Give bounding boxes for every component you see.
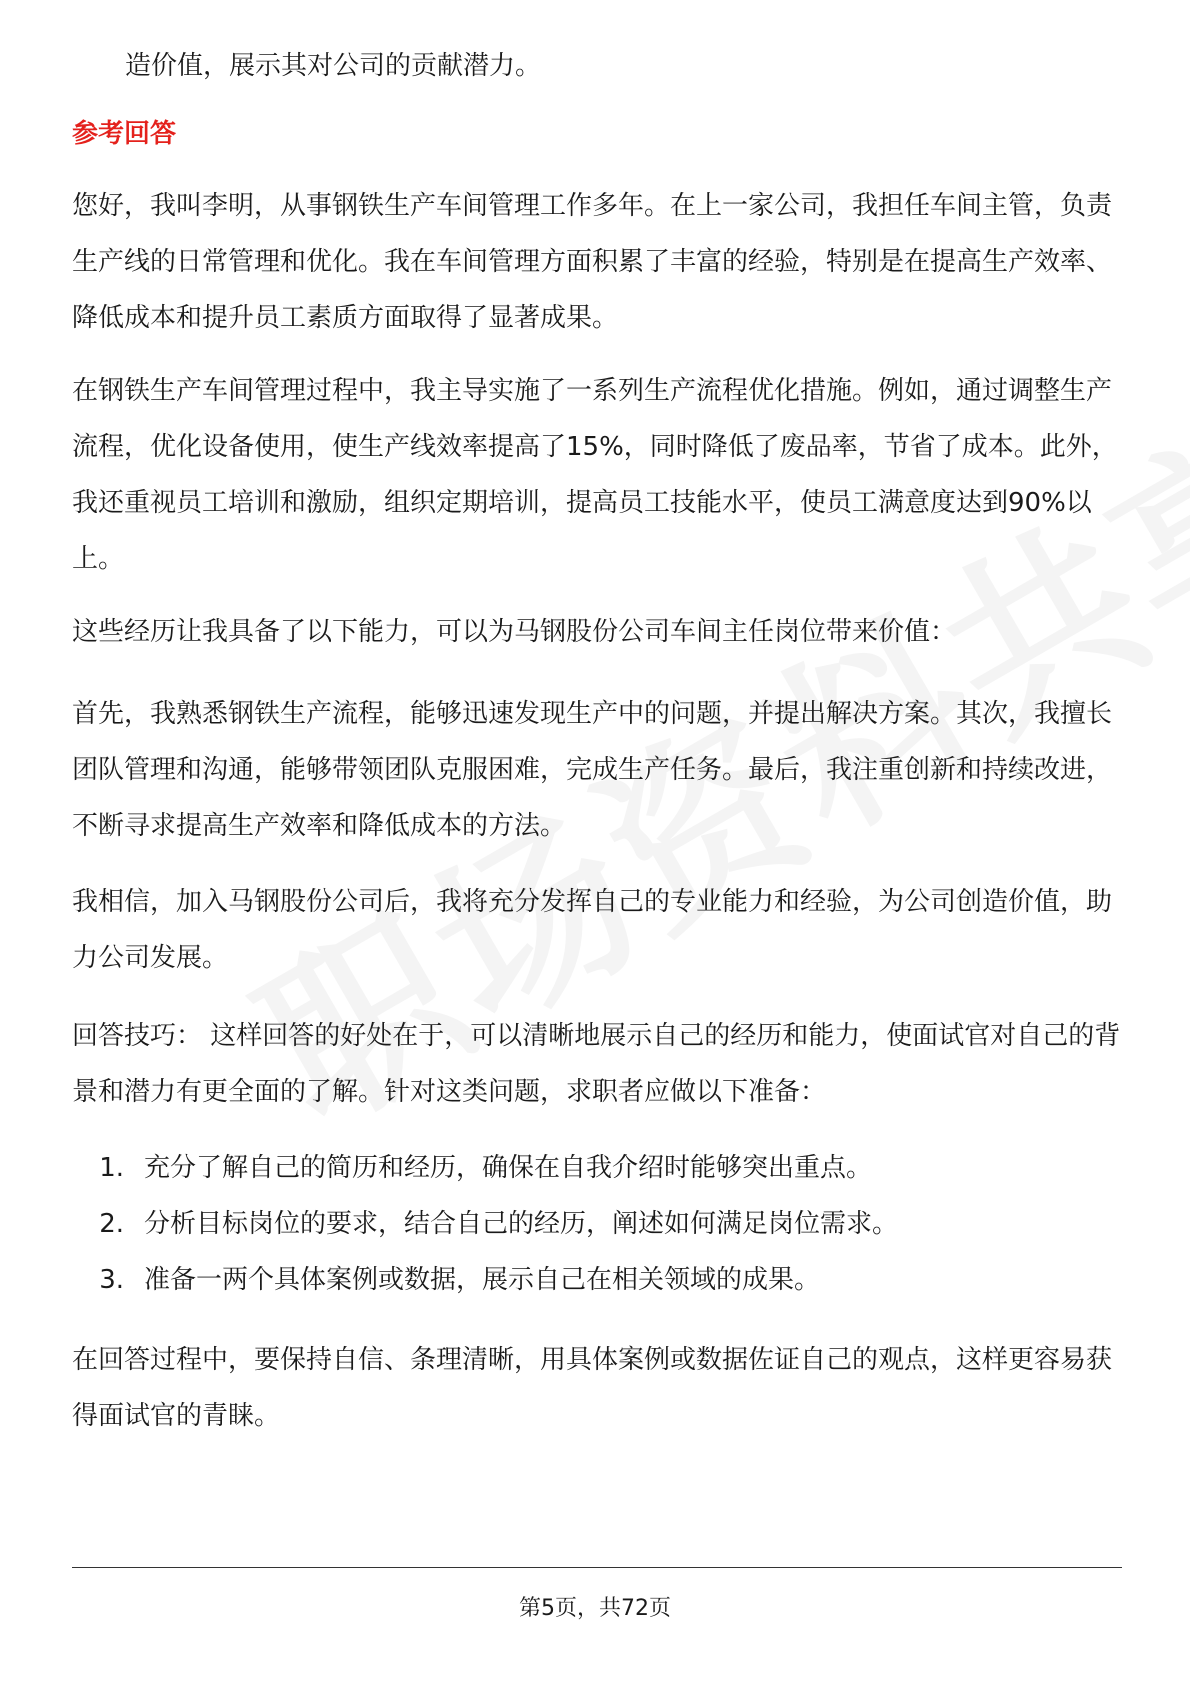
list-item-text: 充分了解自己的简历和经历，确保在自我介绍时能够突出重点。 (144, 1153, 873, 1183)
reference-answer-heading: 参考回答 (72, 119, 177, 149)
answer-paragraph-3: 这些经历让我具备了以下能力，可以为马钢股份公司车间主任岗位带来价值： (72, 617, 957, 647)
answer-tips-paragraph: 回答技巧： 这样回答的好处在于，可以清晰地展示自己的经历和能力，使面试官对自己的背景和潜力有更全面的了解。针对这类问题，求职者应做以下准备： (72, 1021, 1121, 1107)
answer-paragraph-4: 首先，我熟悉钢铁生产流程，能够迅速发现生产中的问题，并提出解决方案。其次，我擅长团队管理和沟通，能够带领团队克服困难，完成生产任务。最后，我注重创新和持续改进，不断寻求提高生产效率和降低成本的方法。 (72, 699, 1113, 841)
list-item-number: 3. (99, 1265, 124, 1295)
list-item-text: 分析目标岗位的要求，结合自己的经历，阐述如何满足岗位需求。 (144, 1209, 899, 1239)
answer-paragraph-5: 我相信，加入马钢股份公司后，我将充分发挥自己的专业能力和经验，为公司创造价值，助力公司发展。 (72, 887, 1113, 973)
list-item-number: 1. (99, 1153, 124, 1183)
answer-paragraph-2: 在钢铁生产车间管理过程中，我主导实施了一系列生产流程优化措施。例如，通过调整生产流程，优化设备使用，使生产线效率提高了15%，同时降低了废品率，节省了成本。此外，我还重视员工培训和激励，组织定期培训，提高员工技能水平，使员工满意度达到90%以上。 (72, 376, 1118, 574)
list-item (72, 1196, 1122, 1252)
list-item-text: 准备一两个具体案例或数据，展示自己在相关领域的成果。 (144, 1265, 821, 1295)
footer-divider (72, 1567, 1122, 1568)
list-item-number: 2. (99, 1209, 124, 1239)
list-item (72, 1140, 1122, 1196)
list-item (72, 1252, 1122, 1308)
answer-paragraph-1: 您好，我叫李明，从事钢铁生产车间管理工作多年。在上一家公司，我担任车间主管，负责生产线的日常管理和优化。我在车间管理方面积累了丰富的经验，特别是在提高生产效率、降低成本和提升员工素质方面取得了显著成果。 (72, 191, 1113, 333)
closing-paragraph: 在回答过程中，要保持自信、条理清晰，用具体案例或数据佐证自己的观点，这样更容易获得面试官的青睐。 (72, 1345, 1113, 1431)
page-number: 第5页，共72页 (519, 1596, 671, 1621)
intro-tail-text: 造价值，展示其对公司的贡献潜力。 (125, 51, 542, 81)
